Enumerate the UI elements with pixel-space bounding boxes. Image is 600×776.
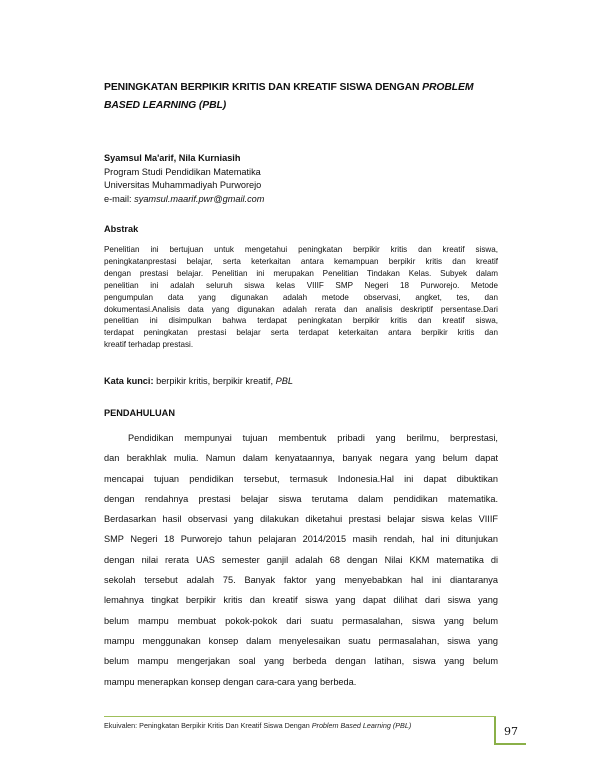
abstract-line: dengan prestasi belajar. Penelitian ini merupakan Penelitian Tindakan Kelas. Subyek dalam [104,268,498,278]
body-line: Pendidikan mempunyai tujuan membentuk pribadi yang berilmu, berprestasi, [128,433,498,443]
keywords [104,376,293,386]
abstract-line: kreatif terhadap prestasi. [104,340,194,350]
body-line: mampu menerapkan konsep dengan cara-cara yang berbeda. [104,676,357,687]
keywords-text: berpikir kritis, berpikir kreatif, [153,376,276,386]
body-line: mencapai tujuan pendidikan tersebut, termasuk Indonesia.Hal ini dapat dibuktikan [104,473,498,484]
title-emphasis-2: BASED LEARNING (PBL) [104,100,227,111]
footer-divider [104,716,496,717]
body-line: lemahnya tingkat berpikir kritis dan kreatif siswa yang dapat dilihat dari siswa yang [104,595,498,606]
title-line-1: PENINGKATAN BERPIKIR KRITIS DAN KREATIF SISWA DENGAN PROBLEM [104,82,474,93]
page-number: 97 [494,717,526,745]
footer-text: Ekuivalen: Peningkatan Berpikir Kritis Dan Kreatif Siswa Dengan [104,721,312,730]
paper-title [104,79,524,115]
author-email-line [104,193,264,207]
title-emphasis-1: PROBLEM [422,82,474,93]
abstract-line: pengumpulan data yang digunakan adalah metode observasi, angket, tes, dan [104,292,498,302]
running-footer [104,721,411,730]
abstract-line: penelitian ini disimpulkan bahwa terdapat peningkatan berpikir kritis dan kreatif siswa, [104,316,498,326]
body-line: belum mampu membuat pokok-pokok dari suatu permasalahan, siswa yang belum [104,615,498,626]
author-block [104,152,264,206]
author-university: Universitas Muhammadiyah Purworejo [104,180,262,191]
body-line: SMP Negeri 18 Purworejo tahun pelajaran 2014/2015 masih rendah, hal ini ditunjukan [104,534,498,545]
abstract-line: Penelitian ini bertujuan untuk mengetahui peningkatan berpikir kritis dan kreatif siswa, [104,245,498,254]
keywords-emphasis: PBL [275,376,293,386]
section-heading: PENDAHULUAN [104,408,175,418]
abstract-line: terdapat peningkatan prestasi belajar serta terdapat keterkaitan antara berpikir kritis dan [104,328,498,338]
body-line: dengan rendahnya prestasi belajar siswa terutama dalam pendidikan matematika. [104,493,498,504]
abstract-heading: Abstrak [104,224,139,234]
author-program: Program Studi Pendidikan Matematika [104,166,261,177]
email-address[interactable]: syamsul.maarif.pwr@gmail.com [134,193,265,204]
footer-emphasis: Problem Based Learning (PBL) [311,721,412,730]
author-names: Syamsul Ma'arif, Nila Kurniasih [104,153,241,163]
abstract-line: peningkatanprestasi belajar, serta keterkaitan antara kemampuan berpikir kritis dan kreatif [104,256,498,266]
body-line: Berdasarkan hasil observasi yang dilakukan diketahui prestasi belajar siswa kelas VIIIF [104,514,498,525]
keywords-label: Kata kunci: [104,376,154,386]
abstract-line: penelitian ini adalah seluruh siswa kelas VIIIF SMP Negeri 18 Purworejo. Metode [104,280,498,290]
abstract-body [104,244,498,351]
body-line: dengan nilai rerata UAS semester ganjil adalah 68 dengan Nilai KKM matematika di [104,554,498,565]
body-line: sekolah tersebut adalah 75. Banyak faktor yang menyebabkan hal ini diantaranya [104,575,498,586]
body-line: dan berakhlak mulia. Namun dalam kenyataannya, banyak negara yang belum dapat [104,453,498,464]
abstract-line: dokumentasi.Analisis data yang digunakan adalah rerata dan analisis deskriptif persentase.Dari [104,304,498,314]
body-line: mampu menggunakan konsep dalam menyelesaikan suatu permasalahan, siswa yang [104,635,498,646]
email-label: e-mail: [104,193,135,204]
body-line: belum mampu mengerjakan soal yang berbeda dengan latihan, siswa yang belum [104,656,498,667]
section-body [104,428,498,692]
title-line-2 [104,97,524,115]
